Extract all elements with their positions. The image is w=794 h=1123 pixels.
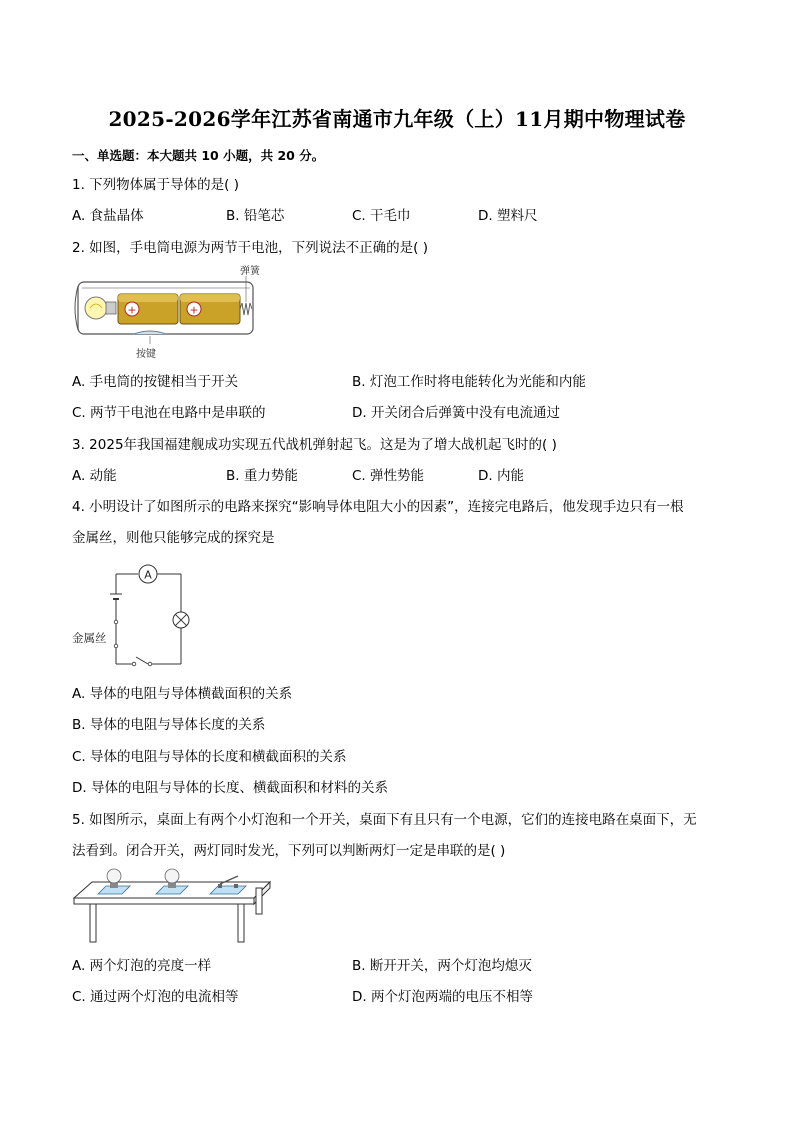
bulb-2-icon [165,869,179,883]
question-1-stem: 1. 下列物体属于导体的是( ) [72,177,239,193]
q1-option-d: D. 塑料尺 [478,208,538,224]
q1-option-c: C. 干毛巾 [352,208,411,224]
q4-option-b: B. 导体的电阻与导体长度的关系 [72,717,266,733]
svg-text:+: + [189,303,199,317]
question-4-stem-line1: 4. 小明设计了如图所示的电路来探究“影响导体电阻大小的因素”，连接完电路后，他发现手边只有一根 [72,499,684,515]
q2-option-b: B. 灯泡工作时将电能转化为光能和内能 [352,374,586,390]
circuit-figure [70,560,200,672]
svg-text:金属丝: 金属丝 [72,631,107,645]
question-4-stem-line2: 金属丝，则他只能够完成的探究是 [72,530,275,546]
q2-option-c: C. 两节干电池在电路中是串联的 [72,405,266,421]
svg-text:+: + [127,303,137,317]
svg-text:弹簧: 弹簧 [240,266,260,277]
question-5-stem-line1: 5. 如图所示，桌面上有两个小灯泡和一个开关，桌面下有且只有一个电源，它们的连接电路在桌面下，无 [72,812,697,828]
q5-option-b: B. 断开开关，两个灯泡均熄灭 [352,958,532,974]
button-icon [134,331,166,334]
q5-option-a: A. 两个灯泡的亮度一样 [72,958,212,974]
table-figure [70,868,275,944]
flashlight-figure [70,264,270,364]
page-title: 2025-2026学年江苏省南通市九年级（上）11月期中物理试卷 [108,107,686,131]
svg-text:按键: 按键 [136,349,156,360]
q1-option-a: A. 食盐晶体 [72,208,144,224]
section-heading: 一、单选题：本大题共 10 小题，共 20 分。 [72,148,325,163]
q3-option-c: C. 弹性势能 [352,468,425,484]
q3-option-d: D. 内能 [478,468,524,484]
svg-text:A: A [144,568,152,582]
q1-option-b: B. 铅笔芯 [226,208,285,224]
q2-option-d: D. 开关闭合后弹簧中没有电流通过 [352,405,560,421]
q3-option-b: B. 重力势能 [226,468,298,484]
question-2-stem: 2. 如图，手电筒电源为两节干电池，下列说法不正确的是( ) [72,240,428,256]
question-5-stem-line2: 法看到。闭合开关，两灯同时发光，下列可以判断两灯一定是串联的是( ) [72,843,506,859]
q3-option-a: A. 动能 [72,468,117,484]
q4-option-a: A. 导体的电阻与导体横截面积的关系 [72,686,293,702]
switch-icon [136,657,148,664]
question-3-stem: 3. 2025年我国福建舰成功实现五代战机弹射起飞。这是为了增大战机起飞时的( ) [72,437,557,453]
bulb-icon [85,297,107,319]
spring-icon [240,303,252,315]
q4-option-c: C. 导体的电阻与导体的长度和横截面积的关系 [72,749,347,765]
bulb-1-icon [107,869,121,883]
q2-option-a: A. 手电筒的按键相当于开关 [72,374,239,390]
q5-option-d: D. 两个灯泡两端的电压不相等 [352,989,533,1005]
q4-option-d: D. 导体的电阻与导体的长度、横截面积和材料的关系 [72,780,388,796]
q5-option-c: C. 通过两个灯泡的电流相等 [72,989,239,1005]
